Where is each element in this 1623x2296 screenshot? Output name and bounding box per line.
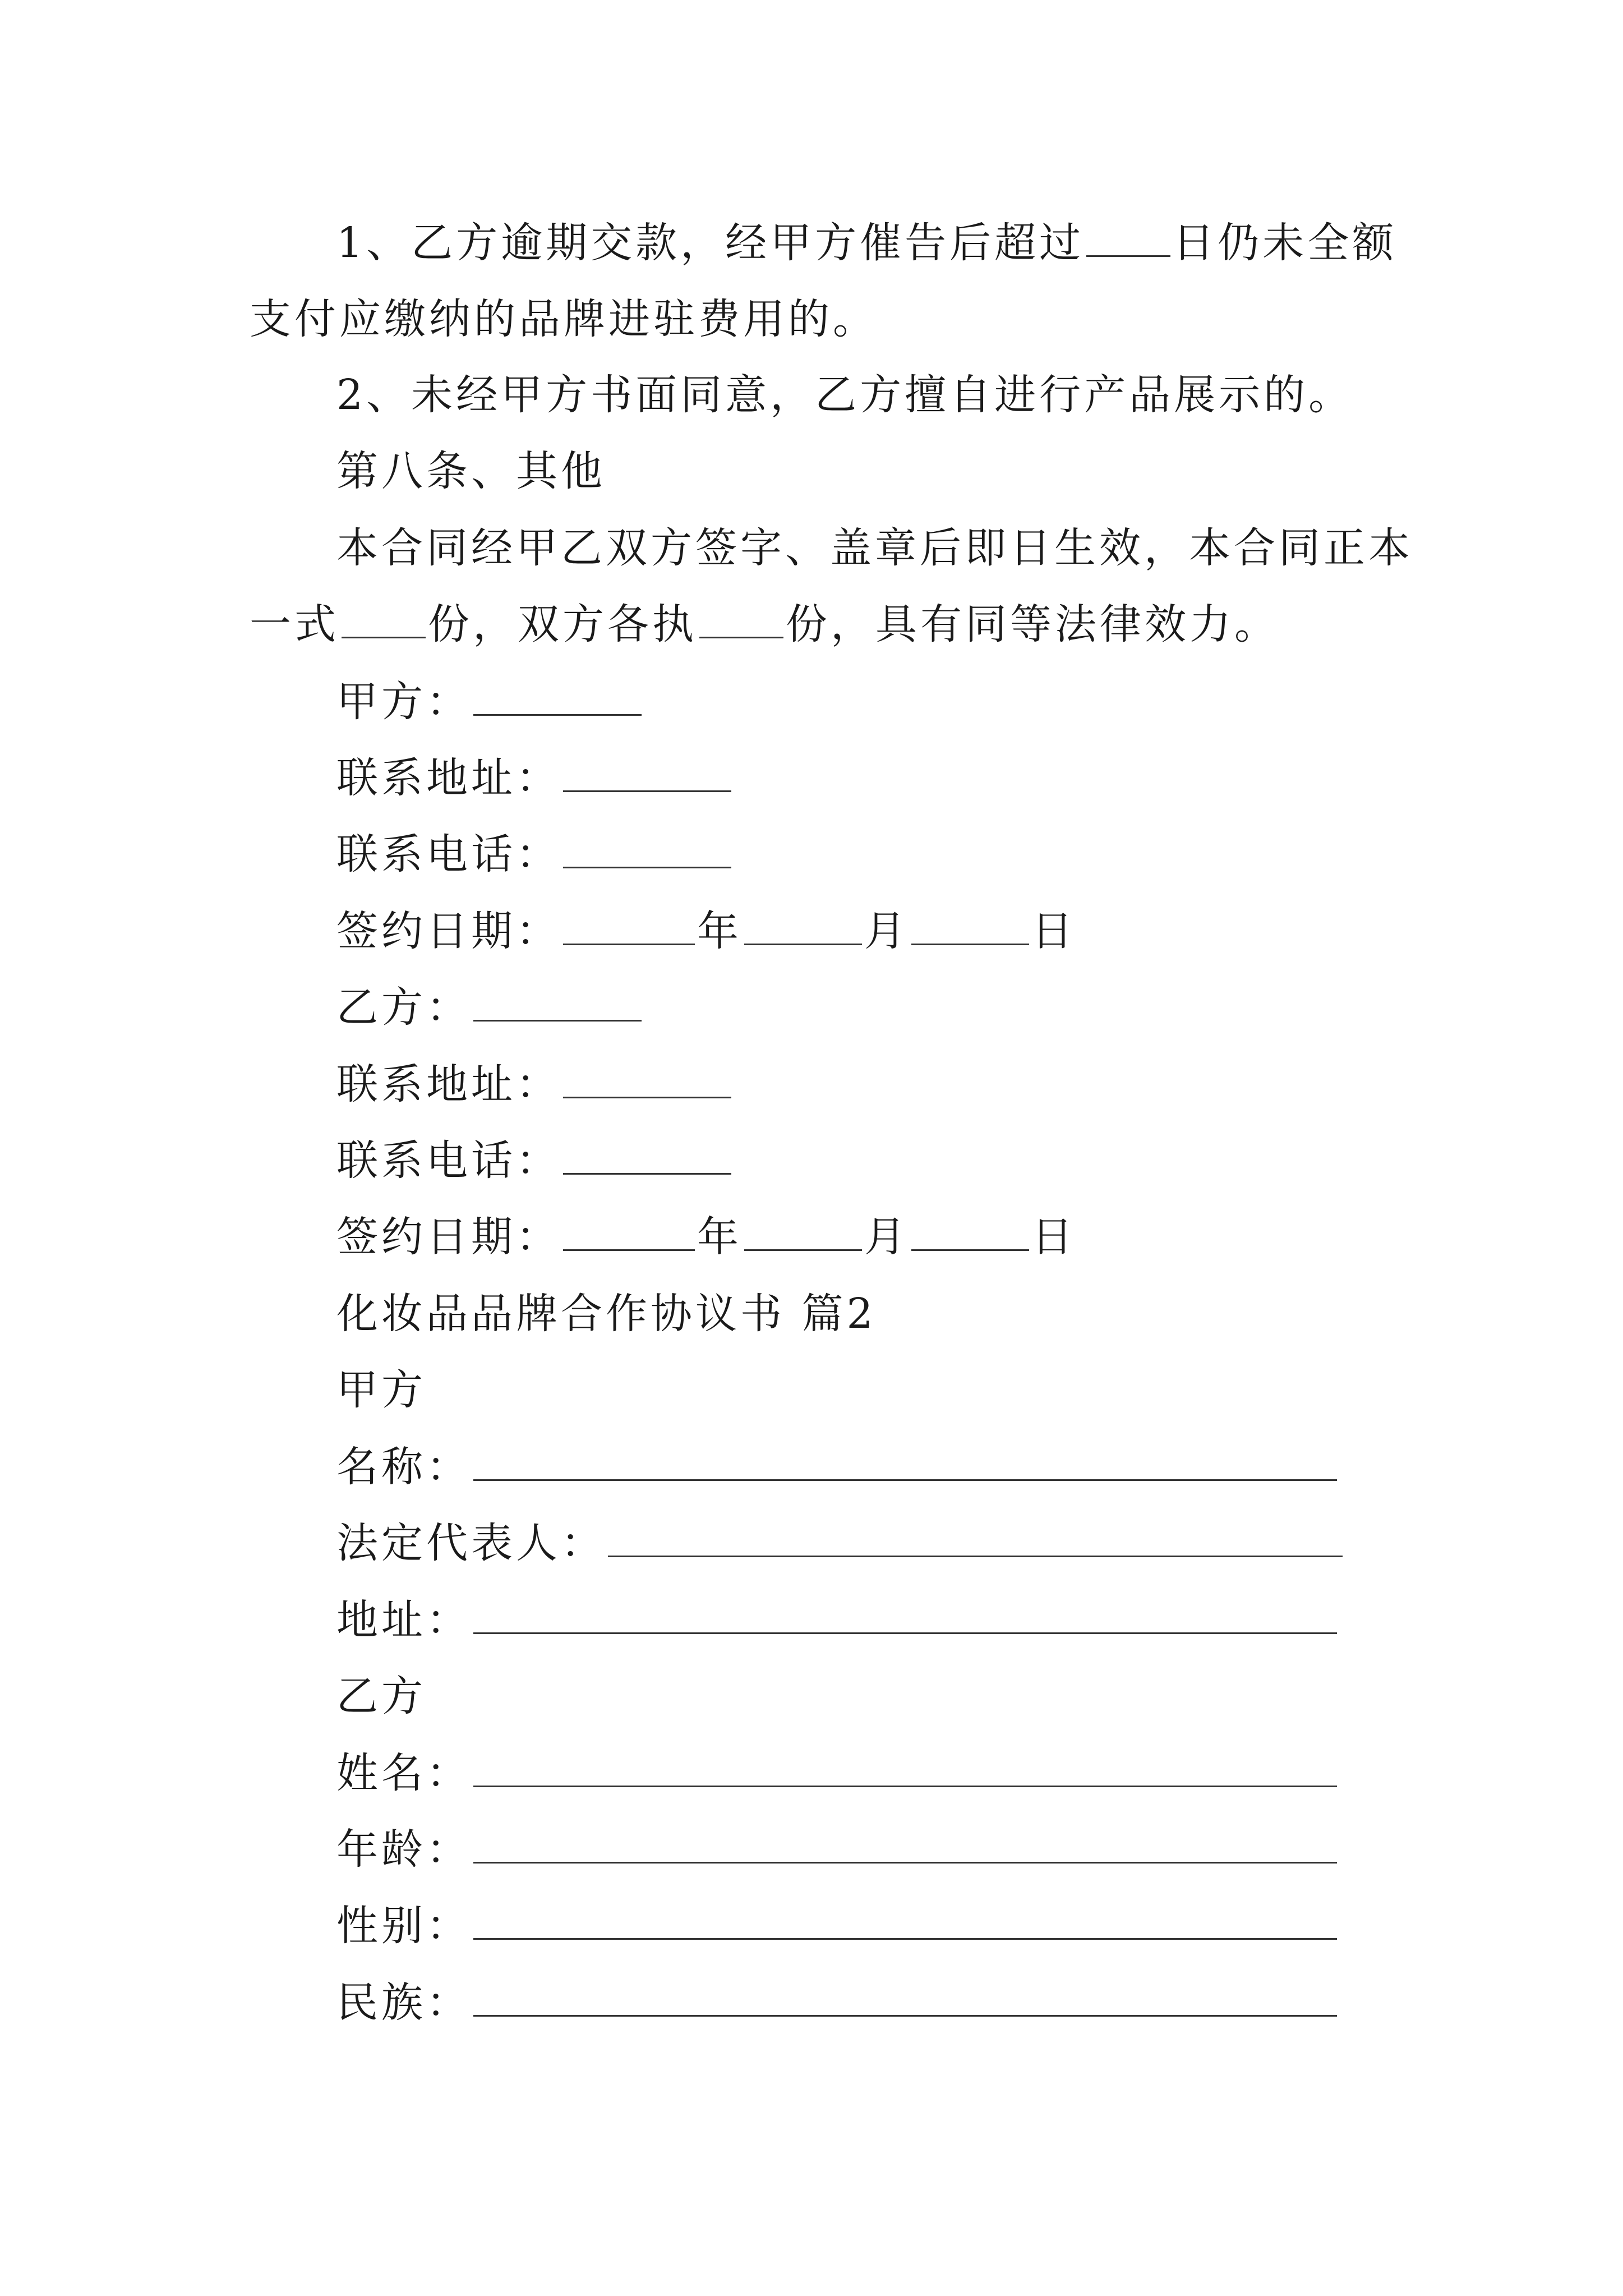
party-b2-heading <box>336 1672 1481 1720</box>
day-blank <box>911 941 1029 945</box>
gender-line <box>336 1902 1481 1950</box>
year-blank <box>563 941 695 945</box>
party-a2-label: 甲方 <box>336 1366 426 1414</box>
clause-2-text: 2、未经甲方书面同意，乙方擅自进行产品展示的。 <box>336 371 1354 419</box>
day-blank <box>911 1247 1029 1251</box>
name-blank <box>473 1477 1337 1481</box>
clause-2 <box>336 371 1481 419</box>
ethnicity-line <box>336 1978 1481 2027</box>
clause-1-line-1 <box>336 219 1481 267</box>
person-name-blank <box>473 1783 1337 1787</box>
days-blank <box>1086 253 1170 257</box>
party-a-address-blank <box>563 788 731 792</box>
effect-clause-text-d: 份，具有同等法律效力。 <box>786 600 1279 648</box>
clause-1-text-c: 支付应缴纳的品牌进驻费用的。 <box>250 295 878 343</box>
party-b-phone-blank <box>563 1171 731 1175</box>
person-name-line <box>336 1749 1481 1797</box>
party-b-date-label: 签约日期： <box>336 1213 561 1261</box>
party-b-blank <box>473 1018 642 1022</box>
person-name-label: 姓名： <box>336 1749 471 1797</box>
party-b-address-line <box>336 1060 1481 1108</box>
party-b-label: 乙方： <box>336 983 471 1032</box>
copies-blank <box>342 634 426 638</box>
year-blank <box>563 1247 695 1251</box>
party-a-phone-blank <box>563 864 731 868</box>
party-b2-label: 乙方 <box>336 1672 426 1720</box>
ethnicity-label: 民族： <box>336 1978 471 2027</box>
party-a-phone-line <box>336 830 1481 878</box>
article-8-title: 第八条、其他 <box>336 447 606 495</box>
clause-1-text-b: 日仍未全额 <box>1173 219 1398 267</box>
party-b-date-line <box>336 1213 1481 1261</box>
address-line <box>336 1596 1481 1644</box>
party-a-sign-line <box>336 678 1481 726</box>
clause-1-text-a: 1、乙方逾期交款，经甲方催告后超过 <box>336 219 1085 267</box>
each-copies-blank <box>699 634 783 638</box>
effect-clause-line-1 <box>336 524 1481 572</box>
month-blank <box>744 1247 862 1251</box>
month-blank <box>744 941 862 945</box>
name-line <box>336 1443 1481 1491</box>
effect-clause-text-c: 份，双方各执 <box>428 600 697 648</box>
party-b-address-blank <box>563 1094 731 1098</box>
section-2-title <box>336 1290 1481 1338</box>
party-b-address-label: 联系地址： <box>336 1060 561 1108</box>
name-label: 名称： <box>336 1443 471 1491</box>
day-label: 日 <box>1031 1213 1076 1261</box>
party-b-sign-line <box>336 983 1481 1032</box>
effect-clause-text-b: 一式 <box>250 600 339 648</box>
year-label: 年 <box>697 907 742 955</box>
age-line <box>336 1825 1481 1874</box>
legal-rep-line <box>336 1519 1481 1567</box>
ethnicity-blank <box>473 2013 1337 2017</box>
party-a-date-line <box>336 907 1481 955</box>
section-2-title-text: 化妆品品牌合作协议书 篇2 <box>336 1290 877 1338</box>
gender-blank <box>473 1936 1337 1940</box>
party-a-phone-label: 联系电话： <box>336 830 561 878</box>
legal-rep-blank <box>608 1553 1343 1557</box>
age-label: 年龄： <box>336 1825 471 1874</box>
clause-1-line-2 <box>250 295 1394 343</box>
party-b-phone-label: 联系电话： <box>336 1137 561 1185</box>
article-8-heading <box>336 447 1481 495</box>
party-a-address-line <box>336 754 1481 802</box>
party-a-address-label: 联系地址： <box>336 754 561 802</box>
age-blank <box>473 1860 1337 1864</box>
gender-label: 性别： <box>336 1902 471 1950</box>
address-label: 地址： <box>336 1596 471 1644</box>
party-a-date-label: 签约日期： <box>336 907 561 955</box>
legal-rep-label: 法定代表人： <box>336 1519 606 1567</box>
party-a2-heading <box>336 1366 1481 1414</box>
year-label: 年 <box>697 1213 742 1261</box>
address-blank <box>473 1630 1337 1634</box>
party-b-phone-line <box>336 1137 1481 1185</box>
day-label: 日 <box>1031 907 1076 955</box>
month-label: 月 <box>864 1213 909 1261</box>
party-a-label: 甲方： <box>336 678 471 726</box>
effect-clause-line-2 <box>250 600 1394 648</box>
party-a-blank <box>473 712 642 716</box>
month-label: 月 <box>864 907 909 955</box>
effect-clause-text-a: 本合同经甲乙双方签字、盖章后即日生效，本合同正本 <box>336 524 1413 572</box>
